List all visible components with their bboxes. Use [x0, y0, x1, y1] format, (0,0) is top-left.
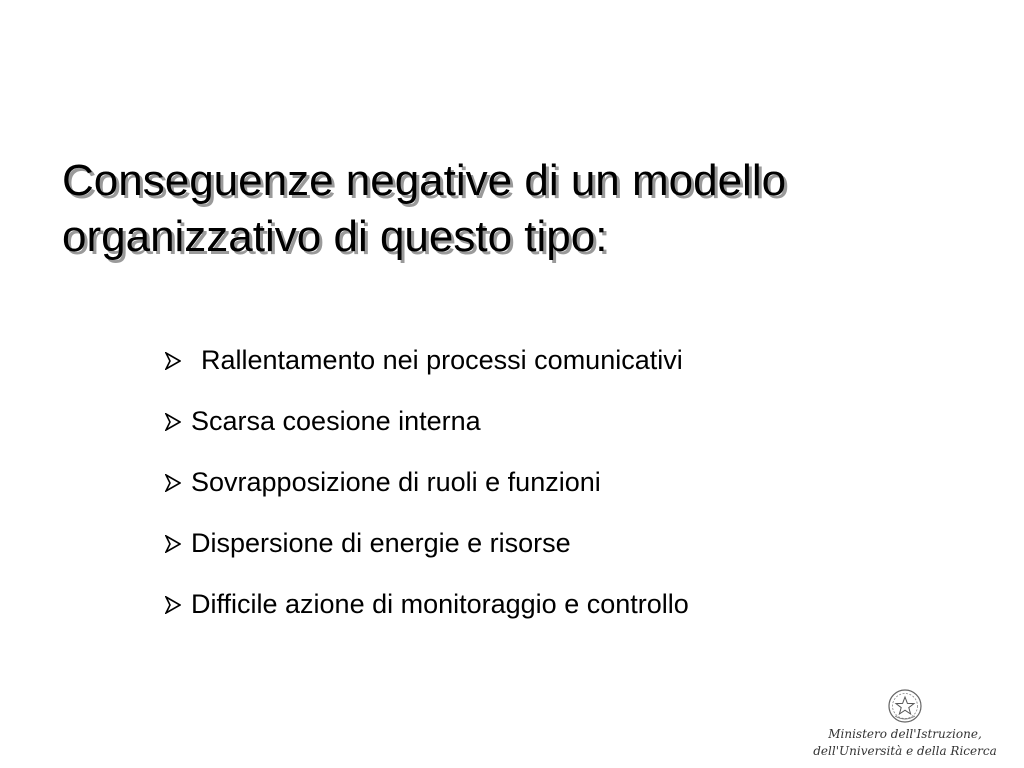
italian-republic-emblem-icon	[887, 688, 923, 724]
bullet-item	[165, 574, 689, 635]
bullet-item	[165, 330, 689, 391]
arrowhead-bullet-icon	[165, 596, 181, 614]
bullet-list	[165, 330, 689, 635]
arrowhead-bullet-icon	[165, 352, 181, 370]
slide-title	[62, 153, 962, 265]
slide-title-line-2: organizzativo di questo tipo:	[62, 212, 608, 261]
bullet-text: Rallentamento nei processi comunicativi	[201, 345, 683, 375]
arrowhead-bullet-icon	[165, 535, 181, 553]
ministry-name-line-1: Ministero dell'Istruzione,	[828, 727, 982, 741]
bullet-text: Dispersione di energie e risorse	[191, 528, 571, 558]
arrowhead-bullet-icon	[165, 474, 181, 492]
bullet-item	[165, 391, 689, 452]
arrowhead-bullet-icon	[165, 413, 181, 431]
ministry-name-line-2: dell'Università e della Ricerca	[813, 744, 997, 758]
bullet-text: Difficile azione di monitoraggio e controllo	[191, 589, 689, 619]
bullet-item	[165, 452, 689, 513]
bullet-text: Sovrapposizione di ruoli e funzioni	[191, 467, 601, 497]
slide-title-line-1: Conseguenze negative di un modello	[62, 156, 787, 205]
ministry-logo	[810, 688, 1000, 760]
bullet-item	[165, 513, 689, 574]
bullet-text: Scarsa coesione interna	[191, 406, 481, 436]
